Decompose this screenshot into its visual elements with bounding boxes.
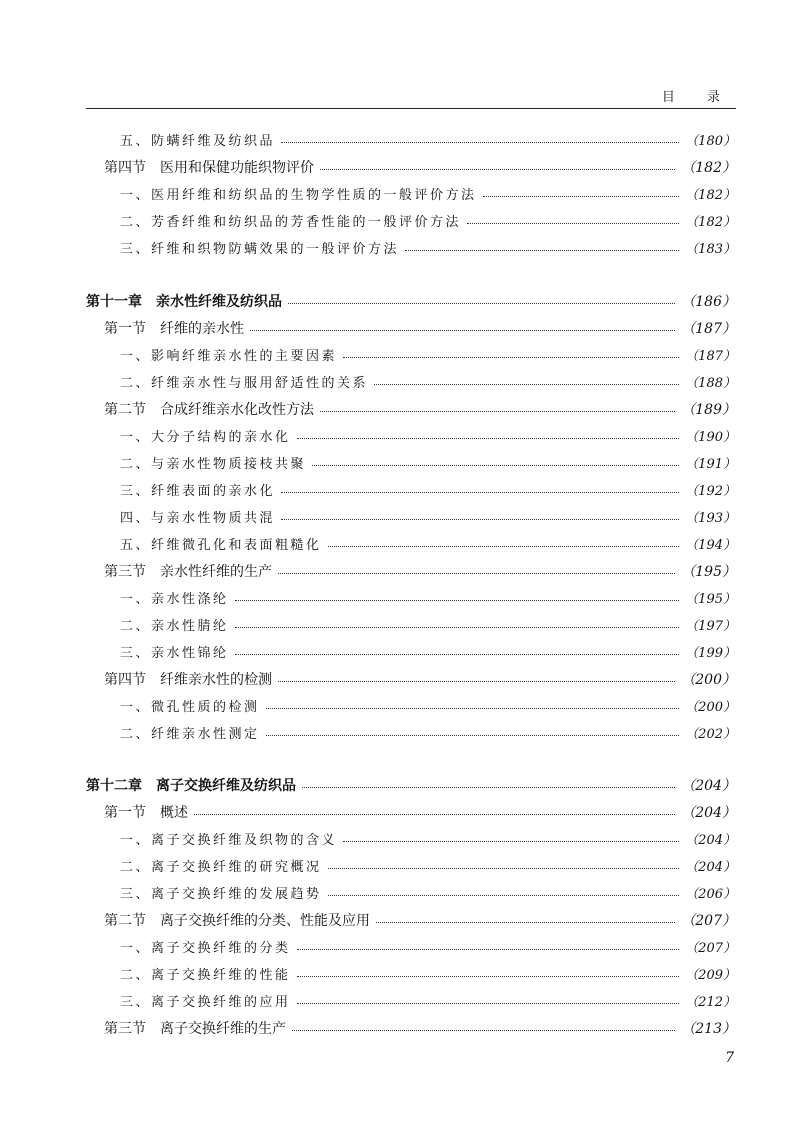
toc-block-chapter-12 <box>86 771 736 1041</box>
dot-leader <box>235 627 680 628</box>
dot-leader <box>288 303 675 304</box>
toc-item-entry[interactable] <box>86 611 736 638</box>
chapter-gap <box>86 261 736 287</box>
toc-page-number: （187） <box>685 349 736 364</box>
toc-page-number: （180） <box>685 134 736 149</box>
toc-page-number: （204） <box>685 860 736 875</box>
toc-entry-title: 三、离子交换纤维的应用 <box>120 995 291 1010</box>
dot-leader <box>312 465 679 466</box>
toc-page-number: （190） <box>685 430 736 445</box>
toc-item-entry[interactable] <box>86 449 736 476</box>
dot-leader <box>343 357 679 358</box>
toc-page-number: （207） <box>681 912 736 929</box>
dot-leader <box>320 169 675 170</box>
toc-page-number: （204） <box>681 777 736 794</box>
toc-page-number: （199） <box>685 646 736 661</box>
toc-entry-title: 四、与亲水性物质共混 <box>120 511 276 526</box>
toc-entry-title: 第四节 医用和保健功能织物评价 <box>104 159 314 176</box>
dot-leader <box>235 654 680 655</box>
toc-item-entry[interactable] <box>86 180 736 207</box>
toc-page-number: （212） <box>685 995 736 1010</box>
toc-entry-title: 第一节 纤维的亲水性 <box>104 320 244 337</box>
dot-leader <box>281 142 679 143</box>
dot-leader <box>467 223 679 224</box>
toc-item-entry[interactable] <box>86 719 736 746</box>
toc-page-number: （204） <box>685 833 736 848</box>
dot-leader <box>374 384 679 385</box>
dot-leader <box>405 250 679 251</box>
toc-page-number: （206） <box>685 887 736 902</box>
toc-chapter-entry[interactable] <box>86 287 736 314</box>
toc-page-number: （182） <box>681 159 736 176</box>
toc-entry-title: 一、医用纤维和纺织品的生物学性质的一般评价方法 <box>120 188 477 203</box>
toc-item-entry[interactable] <box>86 692 736 719</box>
toc-entry-title: 第十二章 离子交换纤维及纺织品 <box>86 777 296 794</box>
toc-page-number: （202） <box>685 727 736 742</box>
dot-leader <box>281 519 679 520</box>
toc-item-entry[interactable] <box>86 207 736 234</box>
dot-leader <box>297 438 680 439</box>
toc-page-number: （186） <box>681 293 736 310</box>
toc-entry-title: 第四节 纤维亲水性的检测 <box>104 671 272 688</box>
toc-page-number: （187） <box>681 320 736 337</box>
toc-section-entry[interactable] <box>86 395 736 422</box>
toc-entry-title: 二、离子交换纤维的研究概况 <box>120 860 322 875</box>
toc-entry-title: 一、离子交换纤维的分类 <box>120 941 291 956</box>
toc-item-entry[interactable] <box>86 584 736 611</box>
dot-leader <box>266 735 680 736</box>
toc-entry-title: 第二节 合成纤维亲水化改性方法 <box>104 401 314 418</box>
header-rule <box>86 108 736 109</box>
toc-section-entry[interactable] <box>86 314 736 341</box>
toc-page-number: （189） <box>681 401 736 418</box>
page-number: 7 <box>725 1050 734 1066</box>
toc-item-entry[interactable] <box>86 476 736 503</box>
dot-leader <box>297 976 680 977</box>
toc-section-entry[interactable] <box>86 557 736 584</box>
toc-page-number: （183） <box>685 242 736 257</box>
dot-leader <box>297 1003 680 1004</box>
toc-entry-title: 一、大分子结构的亲水化 <box>120 430 291 445</box>
toc-entry-title: 二、亲水性腈纶 <box>120 619 229 634</box>
toc-entry-title: 三、亲水性锦纶 <box>120 646 229 661</box>
toc-section-entry[interactable] <box>86 153 736 180</box>
toc-page-number: （204） <box>681 804 736 821</box>
toc-entry-title: 三、纤维和织物防螨效果的一般评价方法 <box>120 242 400 257</box>
toc-page-number: （207） <box>685 941 736 956</box>
toc-block-chapter-11 <box>86 287 736 746</box>
toc-page-number: （200） <box>685 700 736 715</box>
toc-page-number: （188） <box>685 376 736 391</box>
toc-chapter-entry[interactable] <box>86 771 736 798</box>
toc-entry-title: 三、纤维表面的亲水化 <box>120 484 276 499</box>
chapter-gap <box>86 746 736 771</box>
toc-entry-title: 第二节 离子交换纤维的分类、性能及应用 <box>104 912 370 929</box>
dot-leader <box>235 600 680 601</box>
toc-entry-title: 第三节 离子交换纤维的生产 <box>104 1020 286 1037</box>
toc-item-entry[interactable] <box>86 503 736 530</box>
dot-leader <box>376 922 675 923</box>
dot-leader <box>483 196 680 197</box>
toc-page-number: （192） <box>685 484 736 499</box>
toc-page-number: （195） <box>681 563 736 580</box>
toc-page-number: （200） <box>681 671 736 688</box>
dot-leader <box>292 1030 675 1031</box>
toc-entry-title: 三、离子交换纤维的发展趋势 <box>120 887 322 902</box>
toc-page-number: （197） <box>685 619 736 634</box>
table-of-contents <box>86 126 736 1041</box>
toc-item-entry[interactable] <box>86 341 736 368</box>
toc-item-entry[interactable] <box>86 422 736 449</box>
running-head: 目 录 <box>661 90 734 105</box>
dot-leader <box>297 949 680 950</box>
toc-item-entry[interactable] <box>86 960 736 987</box>
dot-leader <box>320 411 675 412</box>
dot-leader <box>278 681 675 682</box>
toc-section-entry[interactable] <box>86 798 736 825</box>
toc-entry-title: 五、防螨纤维及纺织品 <box>120 134 276 149</box>
dot-leader <box>250 330 675 331</box>
toc-entry-title: 一、影响纤维亲水性的主要因素 <box>120 349 338 364</box>
toc-page-number: （191） <box>685 457 736 472</box>
toc-section-entry[interactable] <box>86 906 736 933</box>
dot-leader <box>278 573 675 574</box>
toc-entry-title: 第一节 概述 <box>104 804 188 821</box>
toc-entry-title: 一、微孔性质的检测 <box>120 700 260 715</box>
toc-item-entry[interactable] <box>86 530 736 557</box>
toc-page-number: （194） <box>685 538 736 553</box>
toc-item-entry[interactable] <box>86 368 736 395</box>
toc-entry-title: 一、离子交换纤维及织物的含义 <box>120 833 338 848</box>
toc-item-entry[interactable] <box>86 879 736 906</box>
toc-block-continued <box>86 126 736 261</box>
toc-item-entry[interactable] <box>86 638 736 665</box>
dot-leader <box>328 895 680 896</box>
toc-entry-title: 第十一章 亲水性纤维及纺织品 <box>86 293 282 310</box>
toc-entry-title: 二、离子交换纤维的性能 <box>120 968 291 983</box>
toc-item-entry[interactable] <box>86 933 736 960</box>
toc-page-number: （209） <box>685 968 736 983</box>
toc-item-entry[interactable] <box>86 126 736 153</box>
toc-entry-title: 五、纤维微孔化和表面粗糙化 <box>120 538 322 553</box>
toc-section-entry[interactable] <box>86 1014 736 1041</box>
dot-leader <box>194 814 675 815</box>
toc-entry-title: 二、芳香纤维和纺织品的芳香性能的一般评价方法 <box>120 215 462 230</box>
toc-item-entry[interactable] <box>86 825 736 852</box>
toc-page-number: （195） <box>685 592 736 607</box>
toc-item-entry[interactable] <box>86 852 736 879</box>
toc-page-number: （182） <box>685 215 736 230</box>
dot-leader <box>328 546 680 547</box>
toc-page-number: （182） <box>685 188 736 203</box>
toc-entry-title: 二、纤维亲水性与服用舒适性的关系 <box>120 376 369 391</box>
toc-page-number: （213） <box>681 1020 736 1037</box>
toc-section-entry[interactable] <box>86 665 736 692</box>
dot-leader <box>343 841 679 842</box>
dot-leader <box>328 868 680 869</box>
toc-entry-title: 一、亲水性涤纶 <box>120 592 229 607</box>
dot-leader <box>266 708 680 709</box>
dot-leader <box>302 787 675 788</box>
toc-entry-title: 二、纤维亲水性测定 <box>120 727 260 742</box>
toc-item-entry[interactable] <box>86 987 736 1014</box>
toc-entry-title: 二、与亲水性物质接枝共聚 <box>120 457 307 472</box>
toc-item-entry[interactable] <box>86 234 736 261</box>
dot-leader <box>281 492 679 493</box>
toc-entry-title: 第三节 亲水性纤维的生产 <box>104 563 272 580</box>
toc-page-number: （193） <box>685 511 736 526</box>
